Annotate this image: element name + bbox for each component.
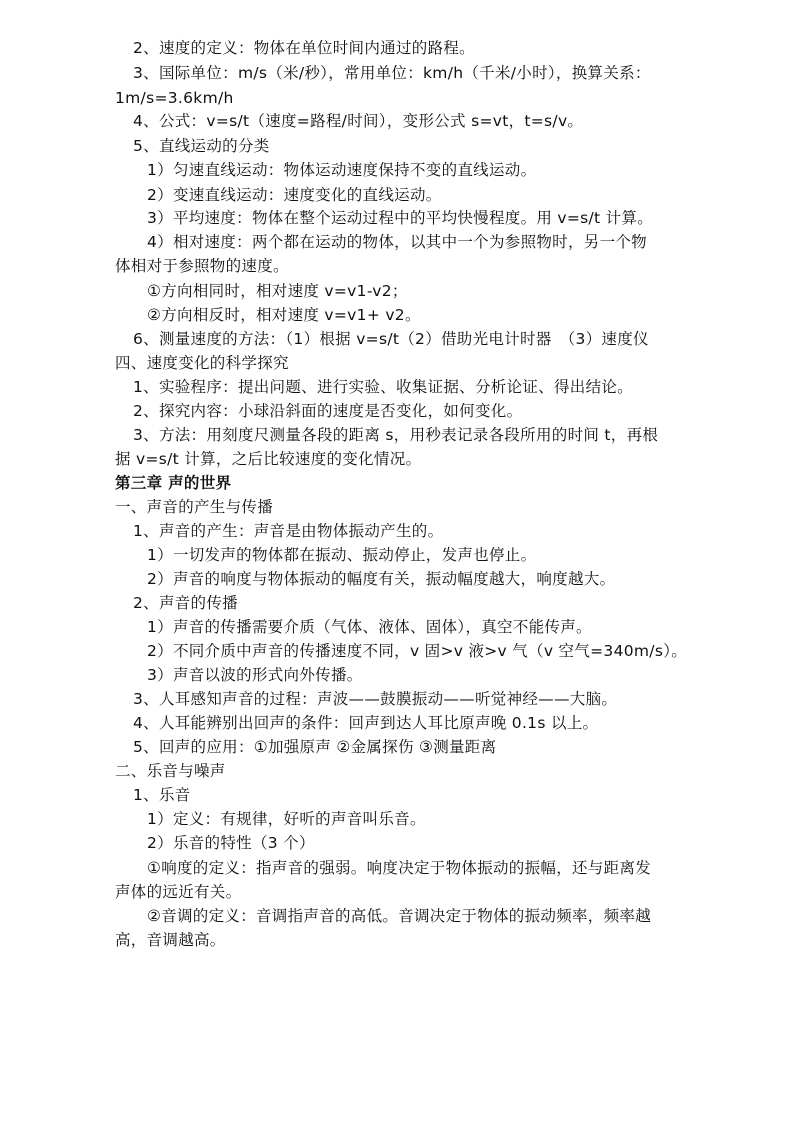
text-line: 声体的远近有关。 [115,883,242,901]
text-line: 据 v=s/t 计算，之后比较速度的变化情况。 [115,450,422,468]
text-line: 3、国际单位：m/s（米/秒），常用单位：km/h（千米/小时），换算关系： [133,64,651,82]
section-heading: 四、速度变化的科学探究 [115,354,289,372]
text-line: 4、人耳能辨别出回声的条件：回声到达人耳比原声晚 0.1s 以上。 [133,714,599,732]
text-line: 1）定义：有规律，好听的声音叫乐音。 [147,810,426,828]
text-line: 5、回声的应用：①加强原声 ②金属探伤 ③测量距离 [133,738,497,756]
text-line: 1、乐音 [133,786,191,804]
text-line: 2）乐音的特性（3 个） [147,834,315,852]
text-line: 1）声音的传播需要介质（气体、液体、固体），真空不能传声。 [147,618,592,636]
text-line: ①响度的定义：指声音的强弱。响度决定于物体振动的振幅，还与距离发 [147,859,651,877]
text-line: 5、直线运动的分类 [133,137,270,155]
text-line: 4）相对速度：两个都在运动的物体，以其中一个为参照物时，另一个物 [147,233,647,251]
text-line: ②音调的定义：音调指声音的高低。音调决定于物体的振动频率，频率越 [147,907,651,925]
text-line: 3）平均速度：物体在整个运动过程中的平均快慢程度。用 v=s/t 计算。 [147,209,654,227]
text-line: 体相对于参照物的速度。 [115,257,289,275]
text-line: 1）一切发声的物体都在振动、振动停止，发声也停止。 [147,546,537,564]
chapter-heading: 第三章 声的世界 [115,474,232,492]
text-line: 2）变速直线运动：速度变化的直线运动。 [147,186,442,204]
section-heading: 一、声音的产生与传播 [115,498,274,516]
text-line: 3、人耳感知声音的过程：声波——鼓膜振动——听觉神经——大脑。 [133,690,618,708]
text-line: 1）匀速直线运动：物体运动速度保持不变的直线运动。 [147,161,537,179]
text-line: 2）声音的响度与物体振动的幅度有关，振动幅度越大，响度越大。 [147,570,616,588]
text-line: 3、方法：用刻度尺测量各段的距离 s，用秒表记录各段所用的时间 t，再根 [133,426,659,444]
text-line: 2）不同介质中声音的传播速度不同，v 固>v 液>v 气（v 空气=340m/s）。 [147,642,688,660]
text-line: 6、测量速度的方法：（1）根据 v=s/t（2）借助光电计时器 （3）速度仪 [133,330,649,348]
text-line: 1m/s=3.6km/h [115,89,234,107]
text-line: 高，音调越高。 [115,931,226,949]
section-heading: 二、乐音与噪声 [115,762,226,780]
text-line: 4、公式：v=s/t（速度=路程/时间），变形公式 s=vt，t=s/v。 [133,112,584,130]
text-line: 2、探究内容：小球沿斜面的速度是否变化，如何变化。 [133,402,523,420]
text-line: ①方向相同时，相对速度 v=v1-v2； [147,282,408,300]
text-line: 1、声音的产生：声音是由物体振动产生的。 [133,522,444,540]
text-line: ②方向相反时，相对速度 v=v1+ v2。 [147,306,421,324]
text-line: 2、声音的传播 [133,594,238,612]
text-line: 3）声音以波的形式向外传播。 [147,666,363,684]
text-line: 2、速度的定义：物体在单位时间内通过的路程。 [133,39,475,57]
text-line: 1、实验程序：提出问题、进行实验、收集证据、分析论证、得出结论。 [133,378,633,396]
